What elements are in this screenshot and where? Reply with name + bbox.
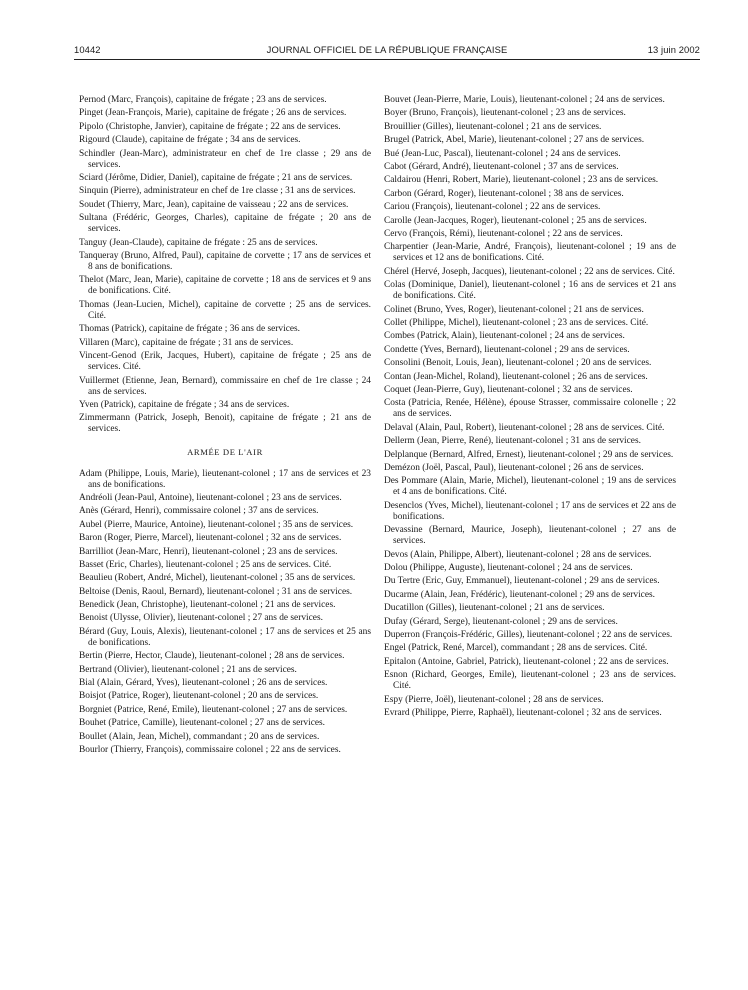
list-entry: Carolle (Jean-Jacques, Roger), lieutenant-colonel ; 25 ans de services. xyxy=(384,215,647,226)
list-entry: Anès (Gérard, Henri), commissaire colonel ; 37 ans de services. xyxy=(79,506,319,517)
list-entry: Consolini (Benoit, Louis, Jean), lieutenant-colonel ; 20 ans de services. xyxy=(384,358,652,369)
list-entry: Charpentier (Jean-Marie, André, François), lieutenant-colonel ; 19 ans de services et 12 ans de bonifications. Cité. xyxy=(384,242,676,264)
list-entry: Thomas (Patrick), capitaine de frégate ; 36 ans de services. xyxy=(79,324,301,335)
list-entry: Sultana (Frédéric, Georges, Charles), capitaine de frégate ; 20 ans de services. xyxy=(79,213,371,235)
list-entry: Cervo (François, Rémi), lieutenant-colonel ; 22 ans de services. xyxy=(384,228,623,239)
list-entry: Pipolo (Christophe, Janvier), capitaine de frégate ; 22 ans de services. xyxy=(79,121,341,132)
list-entry: Benedick (Jean, Christophe), lieutenant-colonel ; 21 ans de services. xyxy=(79,600,336,611)
air-force-entries-list-continued xyxy=(384,95,676,719)
list-entry: Dolou (Philippe, Auguste), lieutenant-colonel ; 24 ans de services. xyxy=(384,563,633,573)
list-entry: Dellerm (Jean, Pierre, René), lieutenant-colonel ; 31 ans de services. xyxy=(384,436,641,447)
journal-title: JOURNAL OFFICIEL DE LA RÉPUBLIQUE FRANÇAISE xyxy=(266,44,508,55)
list-entry: Des Pommare (Alain, Marie, Michel), lieutenant-colonel ; 19 ans de services et 4 ans de bonifications. Cité. xyxy=(384,476,676,498)
list-entry: Sinquin (Pierre), administrateur en chef de 1re classe ; 31 ans de services. xyxy=(79,186,356,197)
list-entry: Carbon (Gérard, Roger), lieutenant-colonel ; 38 ans de services. xyxy=(384,188,624,199)
list-entry: Chérel (Hervé, Joseph, Jacques), lieutenant-colonel ; 22 ans de services. Cité. xyxy=(384,266,675,277)
list-entry: Cabot (Gérard, André), lieutenant-colonel ; 37 ans de services. xyxy=(384,161,619,172)
list-entry: Bourlor (Thierry, François), commissaire colonel ; 22 ans de services. xyxy=(79,745,341,756)
list-entry: Devos (Alain, Philippe, Albert), lieutenant-colonel ; 28 ans de services. xyxy=(384,549,652,560)
list-entry: Brugel (Patrick, Abel, Marie), lieutenant-colonel ; 27 ans de services. xyxy=(384,135,645,146)
list-entry: Contan (Jean-Michel, Roland), lieutenant-colonel ; 26 ans de services. xyxy=(384,371,648,382)
air-force-entries-list xyxy=(79,469,371,757)
list-entry: Bial (Alain, Gérard, Yves), lieutenant-colonel ; 26 ans de services. xyxy=(79,678,328,689)
page-number: 10442 xyxy=(74,44,101,55)
list-entry: Vincent-Genod (Erik, Jacques, Hubert), capitaine de frégate ; 25 ans de services. Cité. xyxy=(79,351,371,373)
list-entry: Ducatillon (Gilles), lieutenant-colonel ; 21 ans de services. xyxy=(384,603,605,614)
list-entry: Basset (Eric, Charles), lieutenant-colonel ; 25 ans de services. Cité. xyxy=(79,559,332,570)
list-entry: Borgniet (Patrice, René, Emile), lieutenant-colonel ; 27 ans de services. xyxy=(79,704,348,715)
list-entry: Boisjot (Patrice, Roger), lieutenant-colonel ; 20 ans de services. xyxy=(79,691,319,702)
list-entry: Boyer (Bruno, François), lieutenant-colonel ; 23 ans de services. xyxy=(384,108,626,119)
list-entry: Devassine (Bernard, Maurice, Joseph), lieutenant-colonel ; 27 ans de services. xyxy=(384,525,676,547)
list-entry: Bertrand (Olivier), lieutenant-colonel ; 21 ans de services. xyxy=(79,664,297,675)
list-entry: Soudet (Thierry, Marc, Jean), capitaine de vaisseau ; 22 ans de services. xyxy=(79,199,349,210)
list-entry: Bertin (Pierre, Hector, Claude), lieutenant-colonel ; 28 ans de services. xyxy=(79,651,345,662)
list-entry: Adam (Philippe, Louis, Marie), lieutenant-colonel ; 17 ans de services et 23 ans de bonifications. xyxy=(79,468,371,490)
header-rule xyxy=(74,59,700,60)
list-entry: Tanqueray (Bruno, Alfred, Paul), capitaine de corvette ; 17 ans de services et 8 ans de bonifications. xyxy=(79,251,371,273)
list-entry: Schindler (Jean-Marc), administrateur en chef de 1re classe ; 29 ans de services. xyxy=(79,148,371,170)
list-entry: Condette (Yves, Bernard), lieutenant-colonel ; 29 ans de services. xyxy=(384,344,630,355)
section-title: ARMÉE DE L'AIR xyxy=(187,447,263,458)
list-entry: Engel (Patrick, René, Marcel), commandant ; 28 ans de services. Cité. xyxy=(384,643,648,654)
list-entry: Coquet (Jean-Pierre, Guy), lieutenant-colonel ; 32 ans de services. xyxy=(384,384,633,395)
list-entry: Combes (Patrick, Alain), lieutenant-colonel ; 24 ans de services. xyxy=(384,331,625,342)
list-entry: Cariou (François), lieutenant-colonel ; 22 ans de services. xyxy=(384,202,601,213)
list-entry: Boullet (Alain, Jean, Michel), commandant ; 20 ans de services. xyxy=(79,731,320,742)
list-entry: Pernod (Marc, François), capitaine de frégate ; 23 ans de services. xyxy=(79,95,327,105)
list-entry: Duperron (François-Frédéric, Gilles), lieutenant-colonel ; 22 ans de services. xyxy=(384,629,673,640)
list-entry: Vuillermet (Etienne, Jean, Bernard), commissaire en chef de 1re classe ; 24 ans de services. xyxy=(79,375,371,397)
list-entry: Caldairou (Henri, Robert, Marie), lieutenant-colonel ; 23 ans de services. xyxy=(384,175,659,186)
list-entry: Delplanque (Bernard, Alfred, Ernest), lieutenant-colonel ; 29 ans de services. xyxy=(384,449,674,460)
list-entry: Aubel (Pierre, Maurice, Antoine), lieutenant-colonel ; 35 ans de services. xyxy=(79,519,354,530)
list-entry: Desenclos (Yves, Michel), lieutenant-colonel ; 17 ans de services et 22 ans de bonifications. xyxy=(384,500,676,522)
left-column xyxy=(79,95,371,758)
list-entry: Villaren (Marc), capitaine de frégate ; 31 ans de services. xyxy=(79,337,294,348)
list-entry: Brouillier (Gilles), lieutenant-colonel ; 21 ans de services. xyxy=(384,121,602,132)
list-entry: Bérard (Guy, Louis, Alexis), lieutenant-colonel ; 17 ans de services et 25 ans de bonifications. xyxy=(79,626,371,648)
page-header xyxy=(74,44,700,60)
list-entry: Beaulieu (Robert, André, Michel), lieutenant-colonel ; 35 ans de services. xyxy=(79,573,356,584)
list-entry: Evrard (Philippe, Pierre, Raphaël), lieutenant-colonel ; 32 ans de services. xyxy=(384,707,662,718)
list-entry: Esnon (Richard, Georges, Emile), lieutenant-colonel ; 23 ans de services. Cité. xyxy=(384,670,676,692)
list-entry: Tanguy (Jean-Claude), capitaine de frégate : 25 ans de services. xyxy=(79,237,318,248)
list-entry: Thomas (Jean-Lucien, Michel), capitaine de corvette ; 25 ans de services. Cité. xyxy=(79,299,371,321)
list-entry: Yven (Patrick), capitaine de frégate ; 34 ans de services. xyxy=(79,399,290,410)
list-entry: Barrilliot (Jean-Marc, Henri), lieutenant-colonel ; 23 ans de services. xyxy=(79,546,338,557)
list-entry: Rigourd (Claude), capitaine de frégate ; 34 ans de services. xyxy=(79,135,301,146)
list-entry: Bouvet (Jean-Pierre, Marie, Louis), lieutenant-colonel ; 24 ans de services. xyxy=(384,95,665,105)
list-entry: Zimmermann (Patrick, Joseph, Benoit), capitaine de frégate ; 21 ans de services. xyxy=(79,413,371,435)
list-entry: Collet (Philippe, Michel), lieutenant-colonel ; 23 ans de services. Cité. xyxy=(384,317,649,328)
list-entry: Costa (Patricia, Renée, Hélène), épouse Strasser, commissaire colonelle ; 22 ans de services. xyxy=(384,398,676,420)
list-entry: Delaval (Alain, Paul, Robert), lieutenant-colonel ; 28 ans de services. Cité. xyxy=(384,422,665,433)
list-entry: Baron (Roger, Pierre, Marcel), lieutenant-colonel ; 32 ans de services. xyxy=(79,533,342,544)
list-entry: Bué (Jean-Luc, Pascal), lieutenant-colonel ; 24 ans de services. xyxy=(384,148,621,159)
list-entry: Andréoli (Jean-Paul, Antoine), lieutenant-colonel ; 23 ans de services. xyxy=(79,492,342,503)
list-entry: Sciard (Jérôme, Didier, Daniel), capitaine de frégate ; 21 ans de services. xyxy=(79,173,353,183)
list-entry: Demézon (Joël, Pascal, Paul), lieutenant-colonel ; 26 ans de services. xyxy=(384,462,644,473)
list-entry: Colas (Dominique, Daniel), lieutenant-colonel ; 16 ans de services et 21 ans de bonifications. Cité. xyxy=(384,280,676,302)
list-entry: Pinget (Jean-François, Marie), capitaine de frégate ; 26 ans de services. xyxy=(79,108,347,119)
list-entry: Epitalon (Antoine, Gabriel, Patrick), lieutenant-colonel ; 22 ans de services. xyxy=(384,656,669,667)
list-entry: Bouhet (Patrice, Camille), lieutenant-colonel ; 27 ans de services. xyxy=(79,718,326,729)
list-entry: Thelot (Marc, Jean, Marie), capitaine de corvette ; 18 ans de services et 9 ans de bonifications. Cité. xyxy=(79,275,371,297)
list-entry: Benoist (Ulysse, Olivier), lieutenant-colonel ; 27 ans de services. xyxy=(79,613,323,624)
list-entry: Beltoise (Denis, Raoul, Bernard), lieutenant-colonel ; 31 ans de services. xyxy=(79,586,353,597)
right-column xyxy=(384,95,676,721)
navy-entries-list xyxy=(79,95,371,435)
list-entry: Du Tertre (Eric, Guy, Emmanuel), lieutenant-colonel ; 29 ans de services. xyxy=(384,576,660,587)
list-entry: Dufay (Gérard, Serge), lieutenant-colonel ; 29 ans de services. xyxy=(384,616,618,627)
list-entry: Ducarme (Alain, Jean, Frédéric), lieutenant-colonel ; 29 ans de services. xyxy=(384,589,655,600)
list-entry: Colinet (Bruno, Yves, Roger), lieutenant-colonel ; 21 ans de services. xyxy=(384,304,644,315)
list-entry: Espy (Pierre, Joël), lieutenant-colonel ; 28 ans de services. xyxy=(384,694,604,705)
publication-date: 13 juin 2002 xyxy=(647,44,700,55)
